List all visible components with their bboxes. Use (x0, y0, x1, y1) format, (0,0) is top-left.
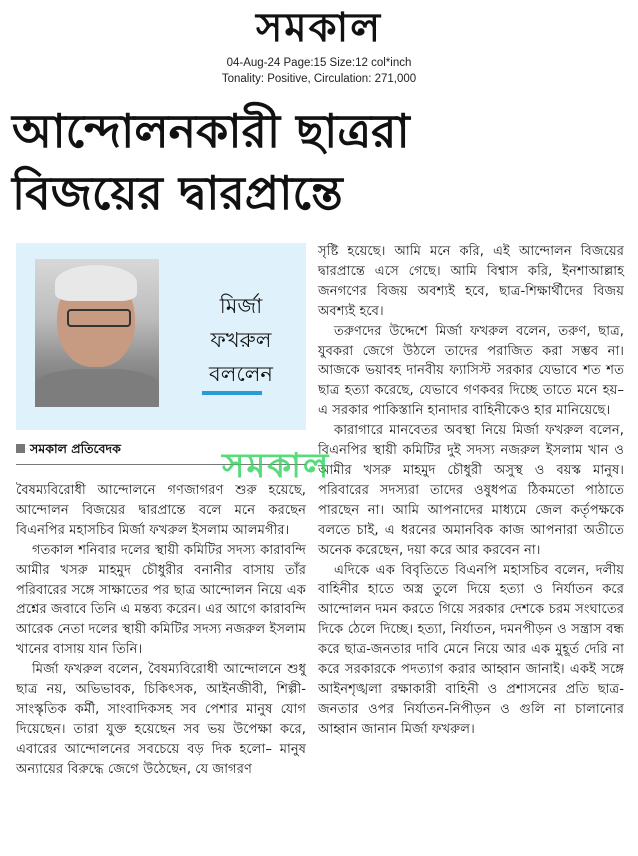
article-paragraph: কারাগারে মানবেতর অবস্থা নিয়ে মির্জা ফখরুল বলেন, বিএনপির স্থায়ী কমিটির দুই সদস্য নজরুল ইসলাম খান ও আমীর খসরু মাহমুদ চৌধুরী অসুস্থ ও বয়স্ক মানুষ। পরিবারের সদস্যরা তাদের ওষুধপত্র ঠিকমতো পাঠাতে পারছেন না। আমি আপনাদের মাধ্যমে জেল কর্তৃপক্ষকে বলতে চাই, এ ধরনের অমানবিক কাজ আপনারা অতীতে অনেক করেছেন, দয়া করে আর করবেন না। (318, 423, 624, 558)
article-column-left (16, 481, 306, 780)
clipping-meta-tonality: Tonality: Positive, Circulation: 271,000 (221, 73, 417, 85)
quote-line-1: মির্জা (219, 294, 263, 318)
quote-line-2: ফখরুল (210, 328, 272, 352)
article-headline (12, 100, 512, 224)
headline-line-2: বিজয়ের দ্বারপ্রান্তে (12, 166, 343, 220)
article-paragraph: এদিকে এক বিবৃতিতে বিএনপি মহাসচিব বলেন, দলীয় বাহিনীর হাতে অস্ত্র তুলে দিয়ে হত্যা ও নির্যাতন করে আন্দোলন দমন করতে গিয়ে সরকার দেশকে চরম সংঘাতের দিকে ঠেলে দিচ্ছে। হত্যা, নির্যাতন, দমনপীড়ন ও সন্ত্রাস বন্ধ করে ছাত্র-জনতার দাবি মেনে নিয়ে আর এক মুহূর্ত দেরি না করে সরকারকে পদত্যাগ করার আহ্বান জানাই। একই সঙ্গে আইনশৃঙ্খলা রক্ষাকারী বাহিনী ও প্রশাসনের প্রতি ছাত্র-জনতার ওপর নির্যাতন-নিপীড়ন ও গুলি না চালানোর আহ্বান জানান মির্জা ফখরুল। (318, 562, 624, 737)
newspaper-masthead: সমকাল (255, 4, 383, 51)
quote-accent-rule (202, 391, 262, 395)
square-bullet-icon (16, 444, 25, 453)
byline-text: সমকাল প্রতিবেদক (30, 441, 121, 456)
portrait-photo (35, 259, 159, 407)
article-paragraph: সৃষ্টি হয়েছে। আমি মনে করি, এই আন্দোলন বিজয়ের দ্বারপ্রান্তে এসে গেছে। আমি বিশ্বাস করি, ইনশাআল্লাহ জনগণের বিজয় অবশ্যই হবে, ছাত্র-শিক্ষার্থীদের বিজয় অবশ্যই হবে। (318, 244, 624, 319)
article-paragraph: তরুণদের উদ্দেশে মির্জা ফখরুল বলেন, তরুণ, ছাত্র, যুবকরা জেগে উঠলে তাদের পরাজিত করা সম্ভব না। আজকে ভয়াবহ দানবীয় ফ্যাসিস্ট সরকার যেভাবে শত শত ছাত্র হত্যা করেছে, যেভাবে গণকবর দিচ্ছে তাতে মনে হয়– এ সরকার পাকিস্তানি হানাদার বাহিনীকেও হার মানিয়েছে। (318, 323, 624, 419)
article-paragraph: মির্জা ফখরুল বলেন, বৈষম্যবিরোধী আন্দোলনে শুধু ছাত্র নয়, অভিভাবক, চিকিৎসক, আইনজীবী, শিল্পী-সাংস্কৃতিক কর্মী, সাংবাদিকসহ সব পেশার মানুষ যোগ দিয়েছেন। তারা যুক্ত হয়েছেন সব ভয় উপেক্ষা করে, এবারের আন্দোলনের সবচেয়ে বড় দিক হলো– মানুষ অন্যায়ের বিরুদ্ধে জেগে উঠেছেন, যে জাগরণ (16, 662, 306, 777)
clipping-meta-date: 04-Aug-24 Page:15 Size:12 col*inch (226, 57, 412, 69)
article-paragraph: গতকাল শনিবার দলের স্থায়ী কমিটির সদস্য কারাবন্দি আমীর খসরু মাহমুদ চৌধুরীর বনানীর বাসায় তাঁর পরিবারের সঙ্গে সাক্ষাতের পর ছাত্র আন্দোলন নিয়ে এক প্রশ্নের জবাবে তিনি এ মন্তব্য করেন। এর আগে কারাবন্দি আরেক নেতা দলের স্থায়ী কমিটির সদস্য নজরুল ইসলাম খানের বাসায় যান তিনি। (16, 542, 306, 658)
watermark-logo: সমকাল (222, 446, 331, 486)
headline-line-1: আন্দোলনকারী ছাত্ররা (12, 104, 410, 158)
article-paragraph: বৈষম্যবিরোধী আন্দোলনে গণজাগরণ শুরু হয়েছে, আন্দোলন বিজয়ের দ্বারপ্রান্তে বলে মনে করছেন বিএনপির মহাসচিব মির্জা ফখরুল ইসলাম আলমগীর। (16, 483, 306, 538)
quote-box (16, 243, 306, 430)
byline (16, 441, 121, 461)
article-column-right (318, 242, 624, 740)
quote-line-3: বললেন (209, 362, 273, 386)
quote-label (186, 289, 296, 391)
